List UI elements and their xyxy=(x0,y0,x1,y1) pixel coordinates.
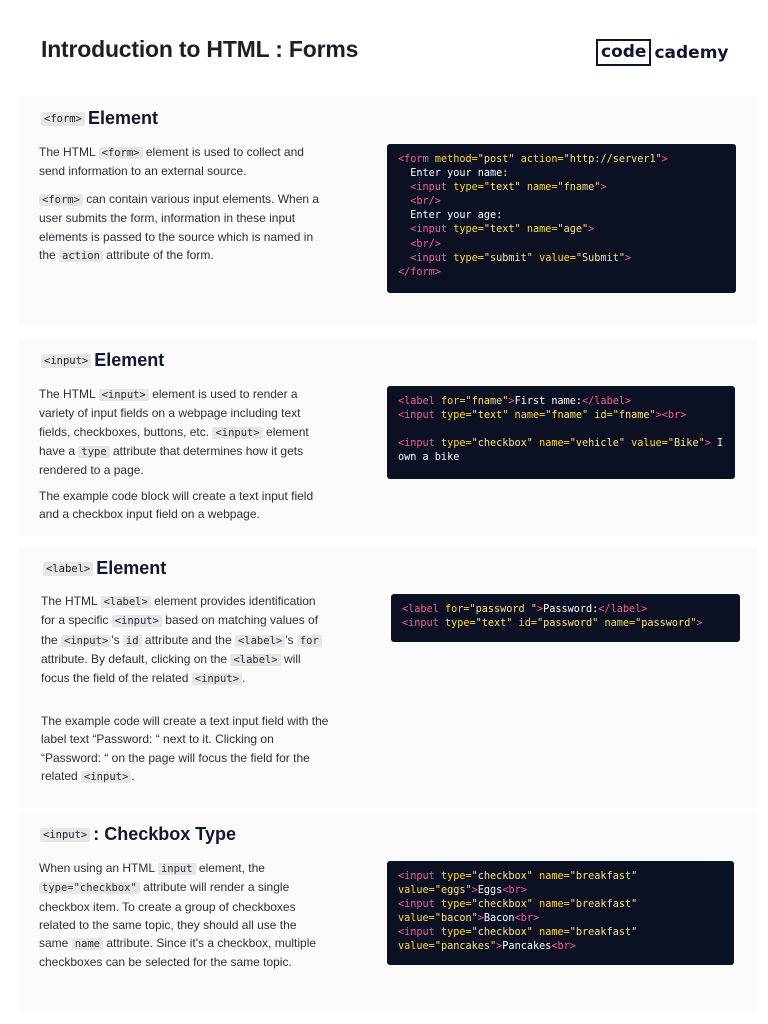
code-line: <input type="checkbox" name="breakfast" xyxy=(398,871,638,882)
code-line: value="pancakes">Pancakes<br> xyxy=(398,941,576,953)
inline-code: <label> xyxy=(101,596,151,608)
section-heading xyxy=(43,558,166,579)
inline-code: action xyxy=(59,250,103,262)
code-line: <br/> xyxy=(398,238,441,250)
code-line: <input type="text" name="age"> xyxy=(398,224,595,236)
codecademy-logo xyxy=(596,39,729,66)
section-input-element xyxy=(18,338,758,536)
inline-code: for xyxy=(297,635,322,647)
inline-code: <form> xyxy=(99,147,143,159)
heading-code-tag: <input> xyxy=(40,828,90,842)
inline-code: input xyxy=(158,863,196,875)
code-line: <input type="checkbox" name="breakfast" xyxy=(398,927,638,939)
code-line: Enter your age: xyxy=(398,210,503,222)
heading-text: Element xyxy=(87,108,158,128)
inline-code: <form> xyxy=(39,194,83,206)
heading-text: Element xyxy=(96,558,167,578)
heading-text: Element xyxy=(94,350,165,370)
inline-code: <input> xyxy=(99,389,149,401)
heading-code-tag: <label> xyxy=(43,562,93,576)
inline-code: <label> xyxy=(235,635,285,647)
code-line xyxy=(398,423,724,437)
section-checkbox-type xyxy=(18,812,758,1012)
heading-text: : Checkbox Type xyxy=(93,824,236,844)
section-paragraph: The HTML <label> element provides identification for a specific <input> based on matching values of the <input> 's id attribute and the <label> 's for attribute. By default, clicking on the <label> will focus the field of the related <input> . xyxy=(41,592,331,688)
code-example xyxy=(387,861,734,965)
code-line: value="eggs">Eggs<br> xyxy=(398,885,527,897)
section-paragraph: When using an HTML input element, the type="checkbox" attribute will render a single checkbox item. To create a group of checkboxes related to the same topic, they should all use the same name attribute. Since it's a checkbox, multiple checkboxes can be selected for the same topic. xyxy=(39,861,317,970)
section-paragraph: <form> can contain various input elements. When a user submits the form, information in these input elements is passed to the source which is named in the action attribute of the form. xyxy=(39,192,320,262)
inline-code: <input> xyxy=(212,427,262,439)
code-line: <input type="text" name="fname"> xyxy=(398,182,607,194)
inline-code: <label> xyxy=(230,654,280,666)
section-heading xyxy=(41,108,158,129)
inline-code: id xyxy=(123,635,142,647)
section-form-element xyxy=(18,96,758,326)
code-example xyxy=(387,144,736,293)
section-paragraph: The HTML <form> element is used to collect and send information to an external source. xyxy=(39,145,304,179)
section-label-element xyxy=(18,546,758,808)
page-title: Introduction to HTML : Forms xyxy=(41,36,359,62)
code-line: <input type="text" id="password" name="password"> xyxy=(402,618,703,630)
heading-code-tag: <input> xyxy=(41,354,91,368)
inline-code: <input> xyxy=(61,635,111,647)
inline-code: name xyxy=(72,938,103,950)
code-line: <input type="checkbox" name="breakfast" xyxy=(398,899,638,911)
section-heading xyxy=(41,350,164,371)
code-line: <input type="text" name="fname" id="fname"><br> xyxy=(398,410,687,422)
section-paragraph: The HTML <input> element is used to render a variety of input fields on a webpage including text fields, checkboxes, buttons, etc. <input> element have a type attribute that determines how it gets rendered to a page. xyxy=(39,387,309,478)
code-line: <br/> xyxy=(398,196,441,208)
logo-rest-text: cademy xyxy=(654,42,729,63)
code-line: own a bike xyxy=(398,452,460,464)
code-line: <label for="fname">First name:</label> xyxy=(398,396,632,407)
inline-code: type="checkbox" xyxy=(39,882,140,894)
code-line: <input type="checkbox" name="vehicle" value="Bike"> I xyxy=(398,438,724,450)
inline-code: <input> xyxy=(81,771,131,783)
inline-code: <input> xyxy=(192,673,242,685)
section-paragraph: The example code block will create a text input field and a checkbox input field on a webpage. xyxy=(39,489,314,522)
code-line: <input type="submit" value="Submit"> xyxy=(398,252,632,264)
section-heading xyxy=(40,824,236,845)
code-line: Enter your name: xyxy=(398,168,509,180)
code-line: <label for="password ">Password:</label> xyxy=(402,604,648,615)
code-example xyxy=(391,594,740,642)
inline-code: <input> xyxy=(112,615,162,627)
logo-box-text: code xyxy=(596,39,651,66)
code-example xyxy=(387,386,735,479)
section-paragraph: The example code will create a text input field with the label text “Password: “ next to it. Clicking on “Password: “ on the page will focus the field for the related <input> . xyxy=(41,714,329,783)
heading-code-tag: <form> xyxy=(41,112,85,126)
inline-code: type xyxy=(78,446,109,458)
code-line: </form> xyxy=(398,266,441,278)
code-line: value="bacon">Bacon<br> xyxy=(398,913,540,925)
code-line: <form method="post" action="http://server1"> xyxy=(398,154,668,165)
